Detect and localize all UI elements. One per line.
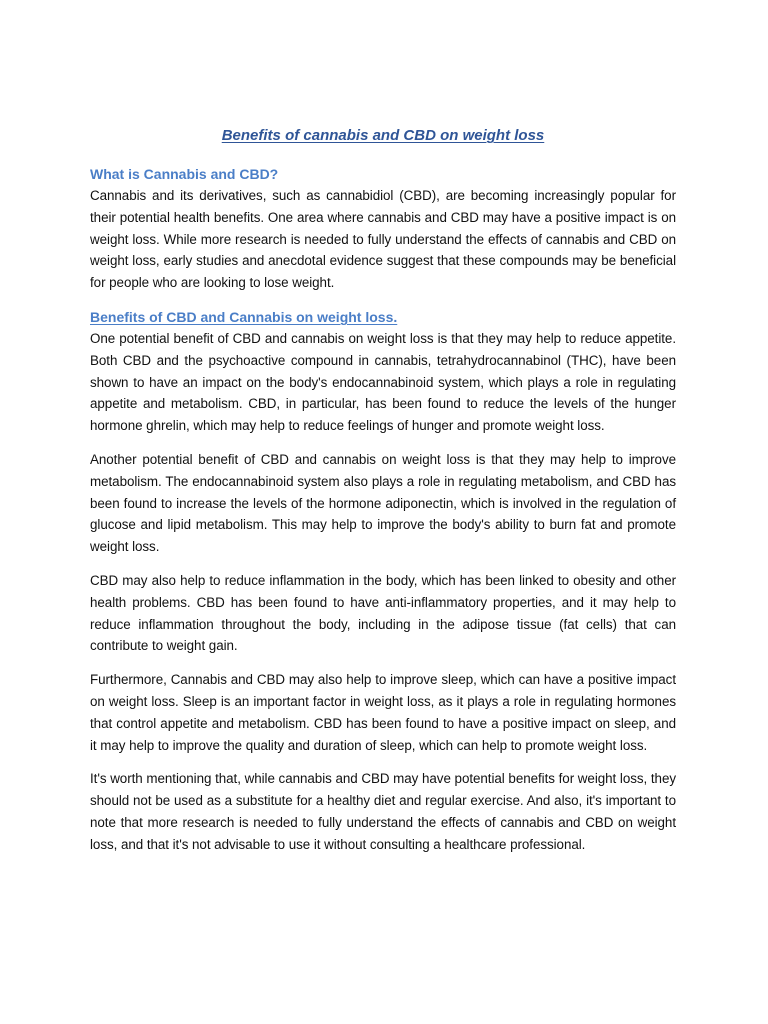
- paragraph: Another potential benefit of CBD and cannabis on weight loss is that they may help to improve metabolism. The endocannabinoid system also plays a role in regulating metabolism, and CBD has been found to increase the levels of the hormone adiponectin, which is involved in the regulation of glucose and lipid metabolism. This may help to improve the body's ability to burn fat and promote weight loss.: [90, 451, 676, 555]
- document-title: Benefits of cannabis and CBD on weight loss: [221, 127, 545, 144]
- section-benefits: [90, 306, 676, 856]
- paragraph: One potential benefit of CBD and cannabis on weight loss is that they may help to reduce appetite. Both CBD and the psychoactive compound in cannabis, tetrahydrocannabinol (THC), have been shown to have an impact on the body's endocannabinoid system, which plays a role in regulating appetite and metabolism. CBD, in particular, has been found to reduce the levels of the hunger hormone ghrelin, which may help to reduce feelings of hunger and promote weight loss.: [90, 330, 676, 434]
- section-what-is: [90, 163, 676, 294]
- paragraph: Furthermore, Cannabis and CBD may also help to improve sleep, which can have a positive impact on weight loss. Sleep is an important factor in weight loss, as it plays a role in regulating hormones that control appetite and metabolism. CBD has been found to have a positive impact on sleep, and it may help to improve the quality and duration of sleep, which can help to promote weight loss.: [90, 672, 676, 753]
- paragraph: Cannabis and its derivatives, such as cannabidiol (CBD), are becoming increasingly popular for their potential health benefits. One area where cannabis and CBD may have a positive impact is on weight loss. While more research is needed to fully understand the effects of cannabis and CBD on weight loss, early studies and anecdotal evidence suggest that these compounds may be beneficial for people who are looking to lose weight.: [90, 188, 676, 291]
- paragraph: It's worth mentioning that, while cannabis and CBD may have potential benefits for weight loss, they should not be used as a substitute for a healthy diet and regular exercise. And also, it's important to note that more research is needed to fully understand the effects of cannabis and CBD on weight loss, and that it's not advisable to use it without consulting a healthcare professional.: [90, 771, 676, 852]
- section-heading-what-is: What is Cannabis and CBD?: [90, 166, 279, 182]
- document-page: [90, 124, 676, 868]
- section-heading-benefits: Benefits of CBD and Cannabis on weight loss.: [90, 308, 398, 325]
- paragraph: CBD may also help to reduce inflammation in the body, which has been linked to obesity and other health problems. CBD has been found to have anti-inflammatory properties, and it may help to reduce inflammation throughout the body, including in the adipose tissue (fat cells) that can contribute to weight gain.: [90, 572, 676, 654]
